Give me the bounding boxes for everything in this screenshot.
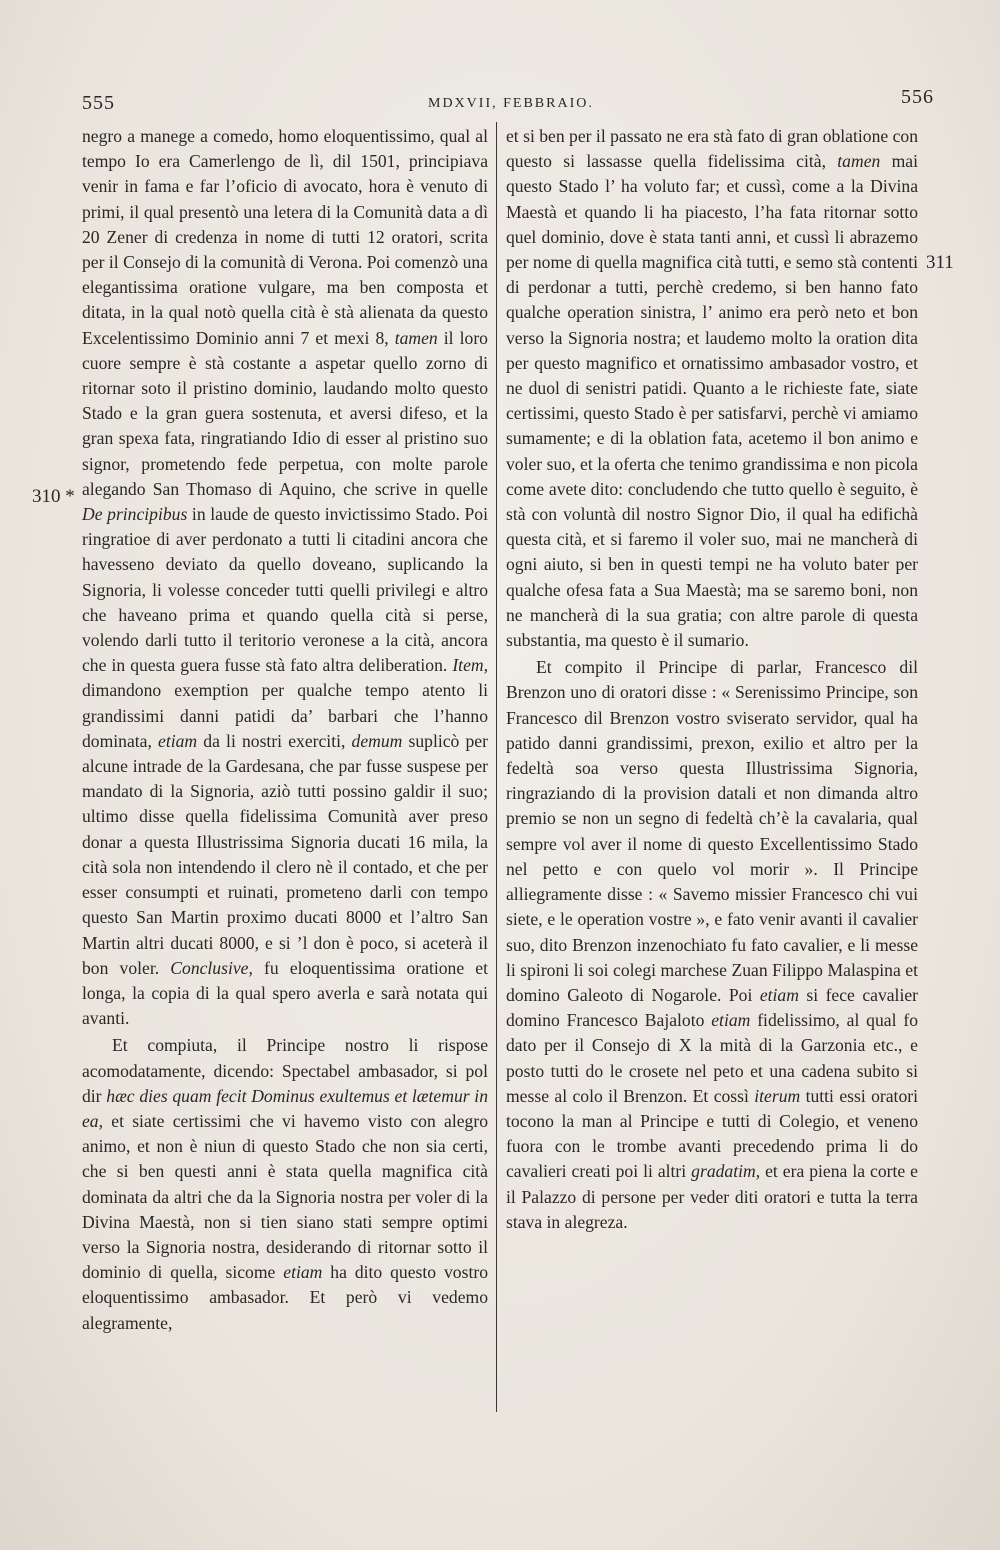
italic-run: etiam: [711, 1010, 751, 1031]
left-page-number: 555: [82, 92, 115, 114]
text-run: il loro cuore sempre è stà costante a aspetar quello zorno di ritornar soto il pristino dominio, laudando molto questo Stado e la gran guera sostenuta, et aversi difeso, et la gran spexa fata, ringratiando Idio di esser al pristino suo signor, prometendo fede perpetua, con molte parole alegando San Thomaso di Aquino, che scrive in quelle: [82, 327, 488, 499]
italic-run: Item,: [452, 655, 488, 676]
right-margin-number: 311: [926, 252, 954, 273]
text-run: si fece cavalier domino Francesco Bajaloto: [506, 984, 918, 1031]
running-header: [78, 86, 938, 116]
left-margin-number: 310 *: [32, 486, 75, 507]
italic-run: tamen: [394, 327, 438, 348]
column-divider: [496, 122, 497, 1412]
text-run: mai questo Stado l’ ha voluto far; et cussì, come a la Divina Maestà et quando li ha piacesto, l’ha fata ritornar sotto quel dominio, dove è stata tanti anni, et cussì li abrazemo per nome di quella magnifica cità tutti, e semo stà contenti di perdonar a tutti, perchè credemo, si ben hanno fato qualche operation sinistra, l’ animo era però neto et bon verso la Signoria nostra; et laudemo molto la oration dita per questo magnifico et ornatissimo ambasador vostro, et ne duol di senistri patidi. Quanto a le richieste fate, siate certissimi, questo Stado è per satisfarvi, perchè vi amiamo sumamente; e di la oblation fata, acetemo il bon animo e voler suo, et la oferta che tenimo grandissima e non picola come avete dito: concludendo che tutto quello è seguito, è stà con voluntà dil nostro Signor Dio, il qual ha edifichà questa cità, et si faremo il voler suo, mai ne mancherà di ogni aiuto, si ben in questi tempi ne ha voluto bater per qualche ofesa fata a Sua Maestà; ma se saremo boni, non ne mancherà di la sua gratia; con altre parole di questa substantia, ma questo è il sumario.: [506, 151, 919, 651]
italic-run: etiam: [283, 1262, 323, 1283]
right-text-column: [506, 124, 918, 1235]
text-run: da li nostri exerciti,: [197, 730, 352, 751]
italic-run: tamen: [837, 151, 881, 172]
text-run: fidelissimo, al qual fo dato per il Consejo di X la mità di la Garzonia etc., e posto tutti do le crosete nel peto et una cadena subito si messe al colo il Brenzon. Et cossì: [506, 1010, 918, 1106]
text-run: dimandono exemption per qualche tempo atento li grandissimi danni patidi da’ barbari che l’hanno dominata,: [82, 680, 488, 751]
text-run: ha dito questo vostro eloquentissimo ambasador. Et però vi vedemo alegramente,: [82, 1262, 488, 1333]
text-run: fu eloquentissima oratione et longa, la copia di la qual spero averla e sarà notata qui avanti.: [82, 957, 489, 1029]
text-run: et siate certissimi che vi havemo visto con alegro animo, et non è niun di questo Stado che non sia certi, che si ben questi anni è stata quella magnifica cità dominata da altri che da la Signoria nostra per voler di la Divina Maestà, non si tien siano stati sempre optimi verso la Signoria nostra, desiderando di ritornar sotto il dominio di quella, sicome: [82, 1110, 488, 1283]
text-run: negro a manege a comedo, homo eloquentissimo, qual al tempo Io era Camerlengo de lì, dil 1501, principiava venir in fama e far l’oficio di avocato, hora è venuto di primi, il qual presentò una letera di la Comunità data a dì 20 Zener di credenza in nome di tutti 12 oratori, scrita per il Consejo di la comunità di Verona. Poi comenzò una elegantissima oratione vulgare, ma ben composta et ditata, in la qual notò quella cità è stà alienata da questo Excelentissimo Dominio anni 7 et mexi 8,: [82, 126, 488, 348]
paragraph: [506, 655, 918, 1235]
header-title: MDXVII, FEBBRAIO.: [428, 96, 594, 111]
italic-run: iterum: [754, 1085, 801, 1106]
text-run: Et compiuta, il Principe nostro li rispose acomodatamente, dicendo: Spectabel ambasador, si pol dir: [82, 1035, 488, 1106]
text-run: in laude de questo invictissimo Stado. Poi ringratioe di aver perdonato a tutti li citadini ancora che havesseno deviato da quello doveano, suplicando la Signoria, li volesse conceder tutti quelli privilegi e altro che haveano prima et quando quella cità si perse, volendo darli tutto il teritorio veronese a la cità, ancora che in questa guera fusse stà fato altra deliberation.: [82, 504, 488, 676]
italic-run: demum: [351, 730, 403, 751]
paragraph: [506, 124, 918, 653]
paragraph: [82, 124, 488, 1031]
italic-run: gradatim,: [691, 1161, 761, 1182]
left-text-column: [82, 124, 488, 1336]
text-run: suplicò per alcune intrade de la Gardesana, che par fusse suspese per mandato di la Signoria, aziò tutti possino galdir il suo; ultimo disse quella fidelissima Comunità aver preso donar a questa Illustrissima Signoria ducati 16 mila, la cità sola non intendendo il clero nè il contado, et che per esser consumpti et ruinati, prometeno darli con tempo questo San Martin proximo ducati 8000 et l’altro San Martin altri ducati 8000, e si ’l don è poco, si aceterà il bon voler.: [82, 730, 488, 978]
paragraph: [82, 1033, 488, 1335]
italic-run: hæc dies quam fecit Dominus exultemus et lætemur in ea,: [82, 1085, 488, 1131]
text-run: et era piena la corte e il Palazzo di persone per veder diti oratori e tutta la terra stava in alegreza.: [506, 1161, 918, 1232]
italic-run: etiam: [158, 730, 198, 751]
text-run: Et compito il Principe di parlar, Francesco dil Brenzon uno di oratori disse : « Serenissimo Principe, son Francesco dil Brenzon vostro sviserato servidor, qual ha patido danni grandissimi, prexon, exilio et altro per la fedeltà soa verso questa Illustrissima Signoria, ringraziando di la provision datali et non dimanda altro premio se non un segno di fedeltà ch’è la cavalaria, qual sempre vol aver il nome di questo Excellentissimo Stado nel petto e con quelo vol morir ». Il Principe alliegramente disse : « Savemo missier Francesco chi vui siete, e le operation vostre », e fato venir avanti il cavalier suo, dito Brenzon inzenochiato fu fato cavalier, e li messe li spironi li soi colegi marchese Zuan Filippo Malaspina et domino Galeoto di Nogarole. Poi: [506, 657, 918, 1005]
text-run: et si ben per il passato ne era stà fato di gran oblatione con questo si lassasse quella fidelissima cità,: [506, 126, 918, 172]
italic-run: etiam: [759, 984, 799, 1005]
italic-run: Conclusive,: [170, 957, 253, 978]
right-page-number: 556: [901, 86, 934, 108]
text-run: tutti essi oratori tocono la man al Principe e tutti di Colegio, et veneno fuora con le trombe avanti precedendo prima li do cavalieri creati poi li altri: [506, 1085, 918, 1182]
italic-run: De principibus: [82, 504, 188, 525]
